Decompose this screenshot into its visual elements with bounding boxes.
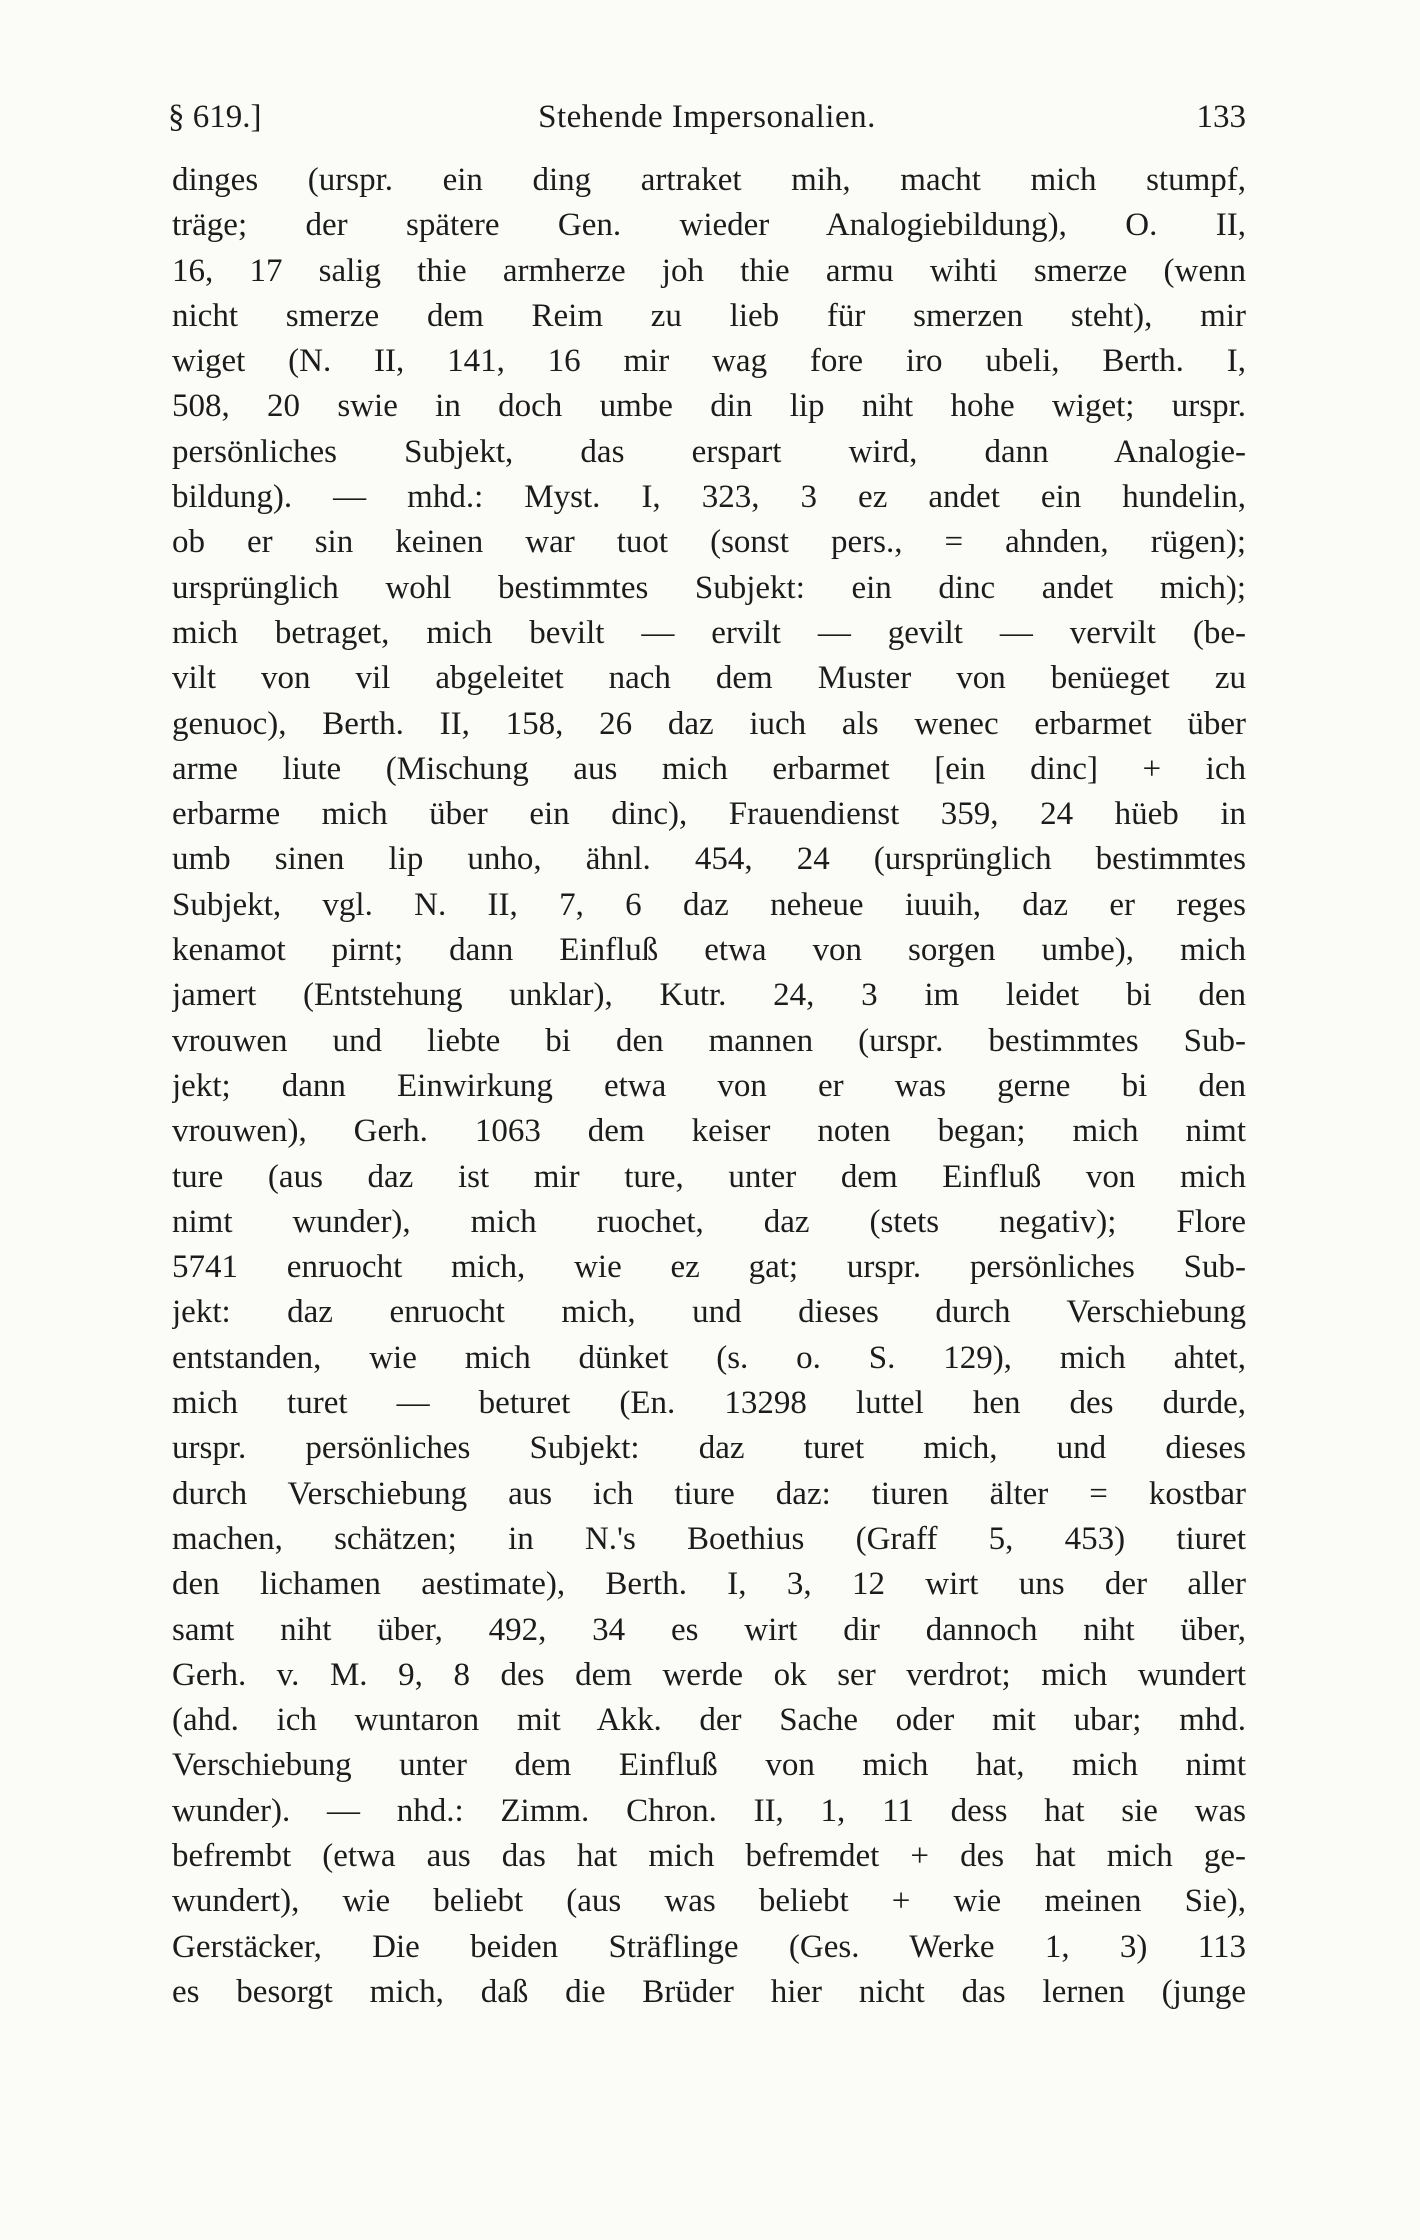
text-line: Gerh. v. M. 9, 8 des dem werde ok ser verdrot; mich wundert [172,1656,1246,1693]
text-line: bildung). — mhd.: Myst. I, 323, 3 ez andet ein hundelin, [172,479,1246,516]
text-line: samt niht über, 492, 34 es wirt dir dannoch niht über, [172,1611,1246,1648]
page-number: 133 [1196,99,1246,135]
text-line: machen, schätzen; in N.'s Boethius (Graff 5, 453) tiuret [172,1520,1246,1557]
text-line: nicht smerze dem Reim zu lieb für smerzen steht), mir [172,297,1246,334]
text-line: genuoc), Berth. II, 158, 26 daz iuch als wenec erbarmet über [172,705,1246,742]
text-line: vrouwen und liebte bi den mannen (urspr. bestimmtes Sub- [172,1022,1246,1059]
text-line: urspr. persönliches Subjekt: daz turet mich, und dieses [172,1430,1246,1467]
text-line: durch Verschiebung aus ich tiure daz: tiuren älter = kostbar [172,1475,1246,1512]
text-line: ob er sin keinen war tuot (sonst pers., = ahnden, rügen); [172,524,1246,561]
text-line: Verschiebung unter dem Einfluß von mich hat, mich nimt [172,1747,1246,1784]
text-line: persönliches Subjekt, das erspart wird, dann Analogie- [172,433,1246,470]
text-line: ursprünglich wohl bestimmtes Subjekt: ein dinc andet mich); [172,569,1246,606]
text-line: jekt: daz enruocht mich, und dieses durch Verschiebung [172,1294,1246,1331]
text-line: Gerstäcker, Die beiden Sträflinge (Ges. Werke 1, 3) 113 [172,1928,1246,1965]
running-header [168,92,1246,142]
text-line: (ahd. ich wuntaron mit Akk. der Sache oder mit ubar; mhd. [172,1702,1246,1739]
text-line: dinges (urspr. ein ding artraket mih, macht mich stumpf, [172,162,1246,198]
text-line: arme liute (Mischung aus mich erbarmet [ein dinc] + ich [172,750,1246,787]
body-text [172,158,1246,2015]
text-line: jamert (Entstehung unklar), Kutr. 24, 3 im leidet bi den [172,977,1246,1014]
text-line: mich turet — beturet (En. 13298 luttel hen des durde, [172,1385,1246,1422]
running-title: Stehende Impersonalien. [538,99,876,135]
text-line: entstanden, wie mich dünket (s. o. S. 129), mich ahtet, [172,1339,1246,1376]
section-number: § 619.] [168,99,262,135]
text-line: ture (aus daz ist mir ture, unter dem Einfluß von mich [172,1158,1246,1195]
text-line: 16, 17 salig thie armherze joh thie armu wihti smerze (wenn [172,252,1246,289]
text-line: 5741 enruocht mich, wie ez gat; urspr. persönliches Sub- [172,1249,1246,1286]
text-line: nimt wunder), mich ruochet, daz (stets negativ); Flore [172,1203,1246,1240]
text-line: wunder). — nhd.: Zimm. Chron. II, 1, 11 dess hat sie was [172,1792,1246,1829]
text-line: vilt von vil abgeleitet nach dem Muster von benüeget zu [172,660,1246,697]
text-line: erbarme mich über ein dinc), Frauendienst 359, 24 hüeb in [172,796,1246,833]
text-line: befrembt (etwa aus das hat mich befremdet + des hat mich ge- [172,1837,1246,1874]
text-line: 508, 20 swie in doch umbe din lip niht hohe wiget; urspr. [172,388,1246,425]
text-line: wiget (N. II, 141, 16 mir wag fore iro ubeli, Berth. I, [172,343,1246,380]
text-line: den lichamen aestimate), Berth. I, 3, 12 wirt uns der aller [172,1566,1246,1603]
text-line: wundert), wie beliebt (aus was beliebt + wie meinen Sie), [172,1883,1246,1920]
text-line: vrouwen), Gerh. 1063 dem keiser noten began; mich nimt [172,1113,1246,1150]
text-line: umb sinen lip unho, ähnl. 454, 24 (ursprünglich bestimmtes [172,841,1246,878]
text-line: mich betraget, mich bevilt — ervilt — gevilt — vervilt (be- [172,614,1246,651]
text-line: Subjekt, vgl. N. II, 7, 6 daz neheue iuuih, daz er reges [172,886,1246,923]
text-line: jekt; dann Einwirkung etwa von er was gerne bi den [172,1067,1246,1104]
text-line: es besorgt mich, daß die Brüder hier nicht das lernen (junge [172,1973,1246,2010]
text-line: träge; der spätere Gen. wieder Analogiebildung), O. II, [172,207,1246,244]
text-line: kenamot pirnt; dann Einfluß etwa von sorgen umbe), mich [172,932,1246,969]
